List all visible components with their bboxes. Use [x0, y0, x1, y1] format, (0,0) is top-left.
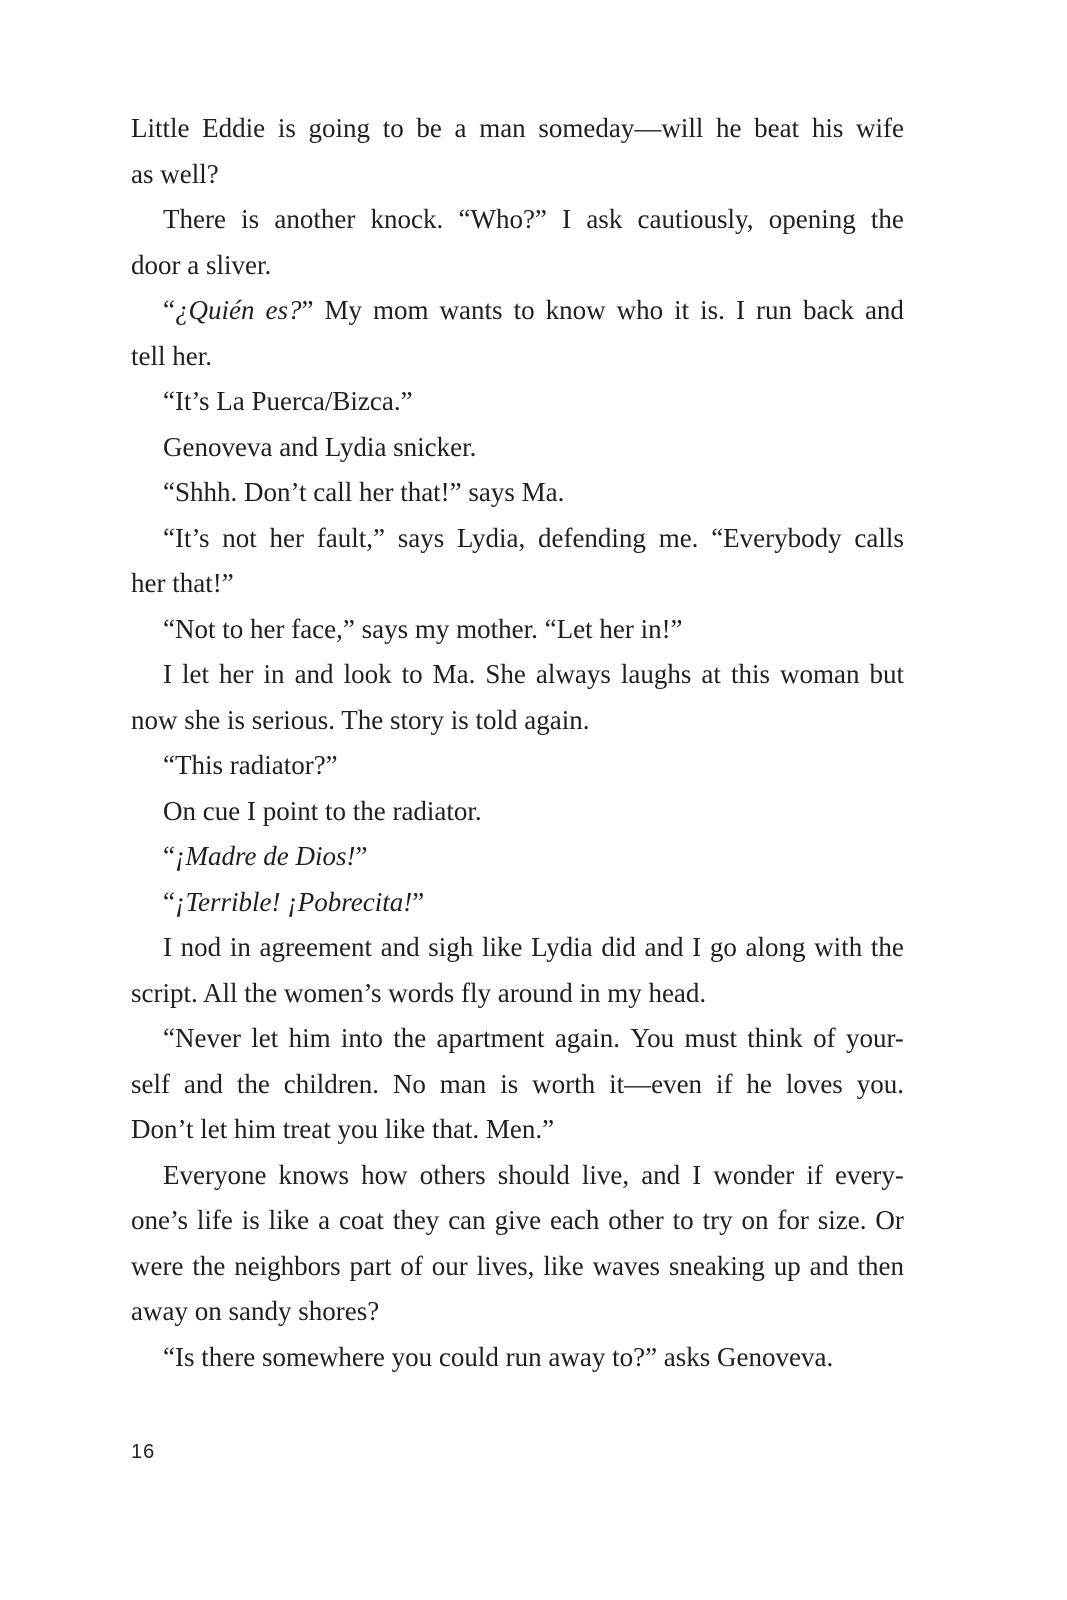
text-line: Little Eddie is going to be a man someday—will he beat his wife	[131, 113, 904, 143]
text-line: now she is serious. The story is told again.	[131, 704, 590, 735]
text-line: “¡Madre de Dios!”	[163, 841, 368, 871]
text-line: one’s life is like a coat they can give each other to try on for size. Or	[131, 1205, 904, 1235]
text-line: On cue I point to the radiator.	[163, 795, 482, 826]
text-line: “¡Terrible! ¡Pobrecita!”	[163, 886, 425, 917]
text-line: “Never let him into the apartment again. You must think of your-	[163, 1023, 904, 1053]
text-line: There is another knock. “Who?” I ask cautiously, opening the	[163, 204, 904, 234]
text-line: I nod in agreement and sigh like Lydia did and I go along with the	[163, 932, 904, 962]
text-line: Everyone knows how others should live, and I wonder if every-	[163, 1159, 904, 1190]
text-line: Genoveva and Lydia snicker.	[163, 431, 477, 462]
body-text	[131, 106, 904, 1380]
text-line: script. All the women’s words fly around in my head.	[131, 977, 707, 1008]
text-line: “¿Quién es?” My mom wants to know who it is. I run back and	[163, 295, 904, 325]
text-line: tell her.	[131, 340, 212, 371]
text-line: “Not to her face,” says my mother. “Let her in!”	[163, 613, 683, 644]
text-line: as well?	[131, 158, 219, 189]
text-line: Don’t let him treat you like that. Men.”	[131, 1114, 555, 1144]
text-line: door a sliver.	[131, 249, 272, 280]
text-line: her that!”	[131, 568, 234, 598]
page-number: 16	[131, 1441, 156, 1463]
text-line: “Is there somewhere you could run away to?” asks Genoveva.	[163, 1341, 834, 1372]
text-line: “It’s not her fault,” says Lydia, defending me. “Everybody calls	[163, 522, 904, 553]
text-line: were the neighbors part of our lives, like waves sneaking up and then	[131, 1250, 904, 1281]
text-line: “Shhh. Don’t call her that!” says Ma.	[163, 477, 565, 507]
text-line: “This radiator?”	[163, 750, 338, 780]
text-line: “It’s La Puerca/Bizca.”	[163, 386, 413, 416]
text-line: I let her in and look to Ma. She always laughs at this woman but	[163, 659, 904, 689]
text-line: self and the children. No man is worth it—even if he loves you.	[131, 1068, 904, 1099]
text-line: away on sandy shores?	[131, 1296, 380, 1326]
